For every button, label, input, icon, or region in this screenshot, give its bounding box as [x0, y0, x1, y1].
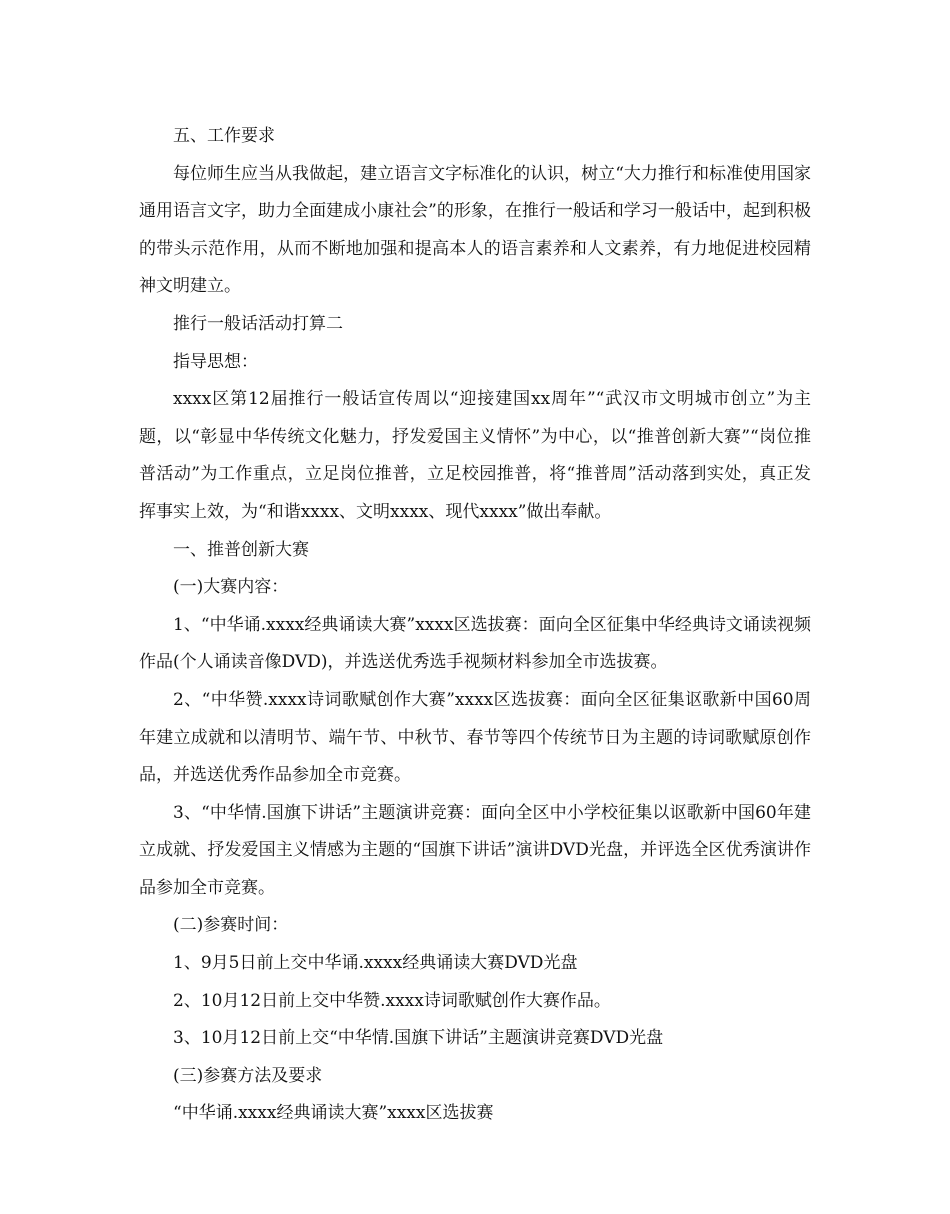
- list-item: 3、10月12日前上交“中华情.国旗下讲话”主题演讲竞赛DVD光盘: [173, 1028, 664, 1049]
- plan-title: 推行一般话活动打算二: [173, 313, 343, 334]
- document-body: [139, 118, 811, 1133]
- list-item: 2、10月12日前上交中华赞.xxxx诗词歌赋创作大赛作品。: [173, 990, 611, 1011]
- list-item: 2、“中华赞.xxxx诗词歌赋创作大赛”xxxx区选拔赛：面向全区征集讴歌新中国60周年建立成就和以清明节、端午节、中秋节、春节等四个传统节日为主题的诗词歌赋原创作品，并选送优秀作品参加全市竞赛。: [139, 689, 811, 786]
- section-heading-innovation-contest: 一、推普创新大赛: [173, 539, 309, 560]
- body-paragraph: 每位师生应当从我做起，建立语言文字标准化的认识，树立“大力推行和标准使用国家通用语言文字，助力全面建成小康社会”的形象，在推行一般话和学习一般话中，起到积极的带头示范作用，从而不断地加强和提高本人的语言素养和人文素养，有力地促进校园精神文明建立。: [139, 163, 811, 297]
- section-heading-guiding-ideology: 指导思想：: [173, 351, 258, 372]
- subsection-heading-contest-content: (一)大赛内容：: [173, 577, 289, 598]
- list-item: 1、9月5日前上交中华诵.xxxx经典诵读大赛DVD光盘: [173, 953, 578, 974]
- body-line: “中华诵.xxxx经典诵读大赛”xxxx区选拔赛: [173, 1103, 494, 1124]
- body-paragraph: xxxx区第12届推行一般话宣传周以“迎接建国xx周年”“武汉市文明城市创立”为主题，以“彰显中华传统文化魅力，抒发爱国主义情怀”为中心，以“推普创新大赛”“岗位推普活动”为工作重点，立足岗位推普，立足校园推普，将“推普周”活动落到实处，真正发挥事实上效，为“和谐xxxx、文明xxxx、现代xxxx”做出奉献。: [139, 389, 811, 522]
- list-item: 1、“中华诵.xxxx经典诵读大赛”xxxx区选拔赛：面向全区征集中华经典诗文诵读视频作品(个人诵读音像DVD)，并选送优秀选手视频材料参加全市选拔赛。: [139, 614, 811, 673]
- subsection-heading-method-requirements: (三)参赛方法及要求: [173, 1065, 323, 1086]
- list-item: 3、“中华情.国旗下讲话”主题演讲竞赛：面向全区中小学校征集以讴歌新中国60年建立成就、抒发爱国主义情感为主题的“国旗下讲话”演讲DVD光盘，并评选全区优秀演讲作品参加全市竞赛。: [139, 802, 811, 898]
- subsection-heading-contest-time: (二)参赛时间：: [173, 915, 289, 936]
- section-heading-work-requirements: 五、工作要求: [173, 126, 275, 146]
